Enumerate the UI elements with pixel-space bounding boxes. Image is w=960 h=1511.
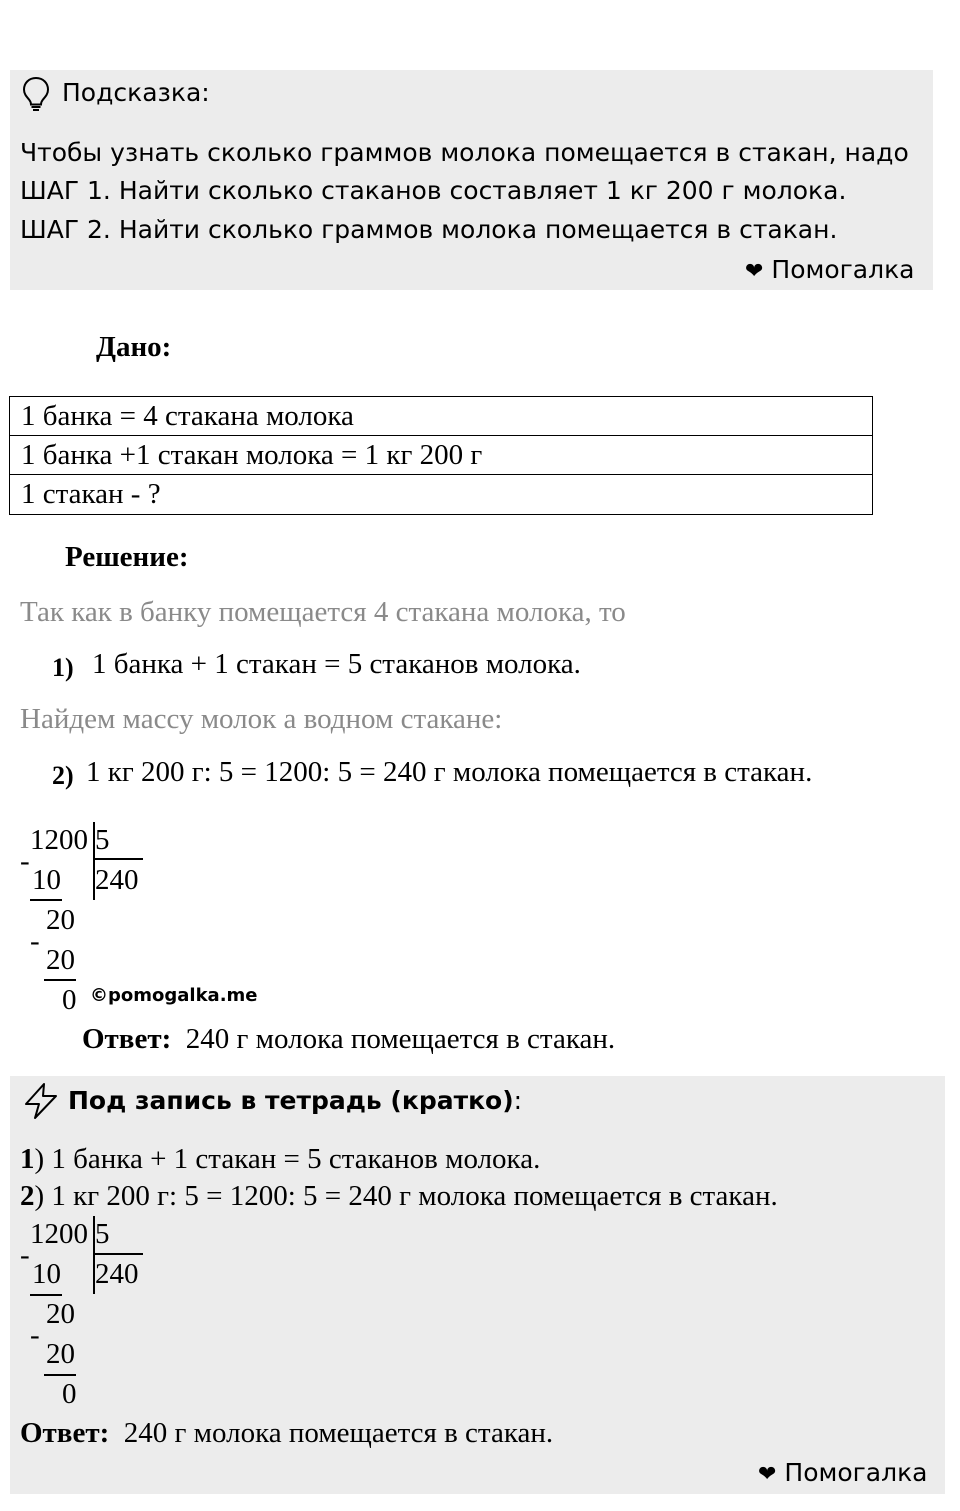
answer-text: 240 г молока помещается в стакан. (185, 1023, 616, 1055)
quotient-line (93, 1253, 143, 1255)
subtract-line (44, 979, 76, 981)
remainder: 0 (62, 984, 77, 1016)
subtract-line (30, 1294, 62, 1296)
step1-text: Найти сколько стаканов составляет 1 кг 200 г молока. (110, 176, 847, 205)
summary-step1-text: ) 1 банка + 1 стакан = 5 стаканов молока. (34, 1143, 541, 1175)
remainder: 20 (46, 904, 75, 936)
subtrahend: 20 (46, 1338, 75, 1370)
minus-sign: - (30, 925, 40, 957)
remainder: 20 (46, 1298, 75, 1330)
divisor: 5 (95, 1218, 110, 1250)
summary-answer-label: Ответ: (20, 1417, 110, 1449)
step2-text: Найти сколько граммов молока помещается в стакан. (110, 215, 838, 244)
subtrahend: 20 (46, 944, 75, 976)
lightbulb-icon (22, 76, 50, 112)
summary-step2-text: ) 1 кг 200 г: 5 = 1200: 5 = 240 г молока помещается в стакан. (34, 1180, 778, 1212)
subtract-line (30, 899, 62, 901)
hint-intro: Чтобы узнать сколько граммов молока помещается в стакан, надо (20, 138, 909, 167)
given-table (9, 396, 873, 515)
heart-icon: ❤ (758, 1462, 777, 1487)
divisor: 5 (95, 824, 110, 856)
quotient-line (93, 858, 143, 860)
dividend: 1200 (30, 824, 88, 856)
summary-brand (758, 1458, 928, 1487)
brand-name: Помогалка (771, 255, 915, 284)
step1-label: ШАГ 1. (20, 176, 111, 205)
subtract-line (44, 1374, 76, 1376)
summary-step1-number: 1 (20, 1143, 35, 1175)
summary-step1 (20, 1143, 540, 1176)
remainder: 0 (62, 1378, 77, 1410)
brand-name: Помогалка (784, 1458, 928, 1487)
step2-label: ШАГ 2. (20, 215, 111, 244)
dividend: 1200 (30, 1218, 88, 1250)
given-row: 1 стакан - ? (21, 478, 161, 510)
minus-sign: - (30, 1319, 40, 1351)
heart-icon: ❤ (745, 259, 764, 284)
step2-number: 2) (52, 761, 74, 790)
answer-label: Ответ: (82, 1023, 172, 1055)
solution-line1: Так как в банку помещается 4 стакана молока, то (20, 596, 626, 628)
step1-number: 1) (52, 653, 74, 682)
given-heading: Дано: (96, 331, 172, 363)
summary-colon: : (513, 1086, 523, 1115)
subtrahend: 10 (32, 1258, 61, 1290)
summary-step2-number: 2 (20, 1180, 35, 1212)
quotient: 240 (95, 1258, 139, 1290)
answer (82, 1023, 615, 1056)
hint-brand (745, 255, 915, 284)
minus-sign: - (20, 1239, 30, 1271)
hint-title: Подсказка: (62, 78, 210, 107)
step2-equation: 1 кг 200 г: 5 = 1200: 5 = 240 г молока помещается в стакан. (86, 756, 813, 788)
summary-answer (20, 1417, 553, 1450)
lightning-icon (22, 1082, 60, 1120)
watermark: ©pomogalka.me (90, 985, 258, 1006)
summary-title-text: Под запись в тетрадь (кратко) (68, 1086, 514, 1115)
solution-heading: Решение: (65, 541, 189, 573)
solution-line2: Найдем массу молок а водном стакане: (20, 703, 503, 735)
summary-answer-text: 240 г молока помещается в стакан. (123, 1417, 554, 1449)
hint-step2 (20, 215, 837, 244)
given-row: 1 банка = 4 стакана молока (10, 397, 872, 436)
summary-title (68, 1086, 522, 1115)
step1-equation: 1 банка + 1 стакан = 5 стаканов молока. (92, 648, 581, 680)
summary-step2 (20, 1180, 778, 1213)
minus-sign: - (20, 845, 30, 877)
subtrahend: 10 (32, 864, 61, 896)
given-row: 1 банка +1 стакан молока = 1 кг 200 г (10, 436, 872, 475)
hint-step1 (20, 176, 846, 205)
quotient: 240 (95, 864, 139, 896)
